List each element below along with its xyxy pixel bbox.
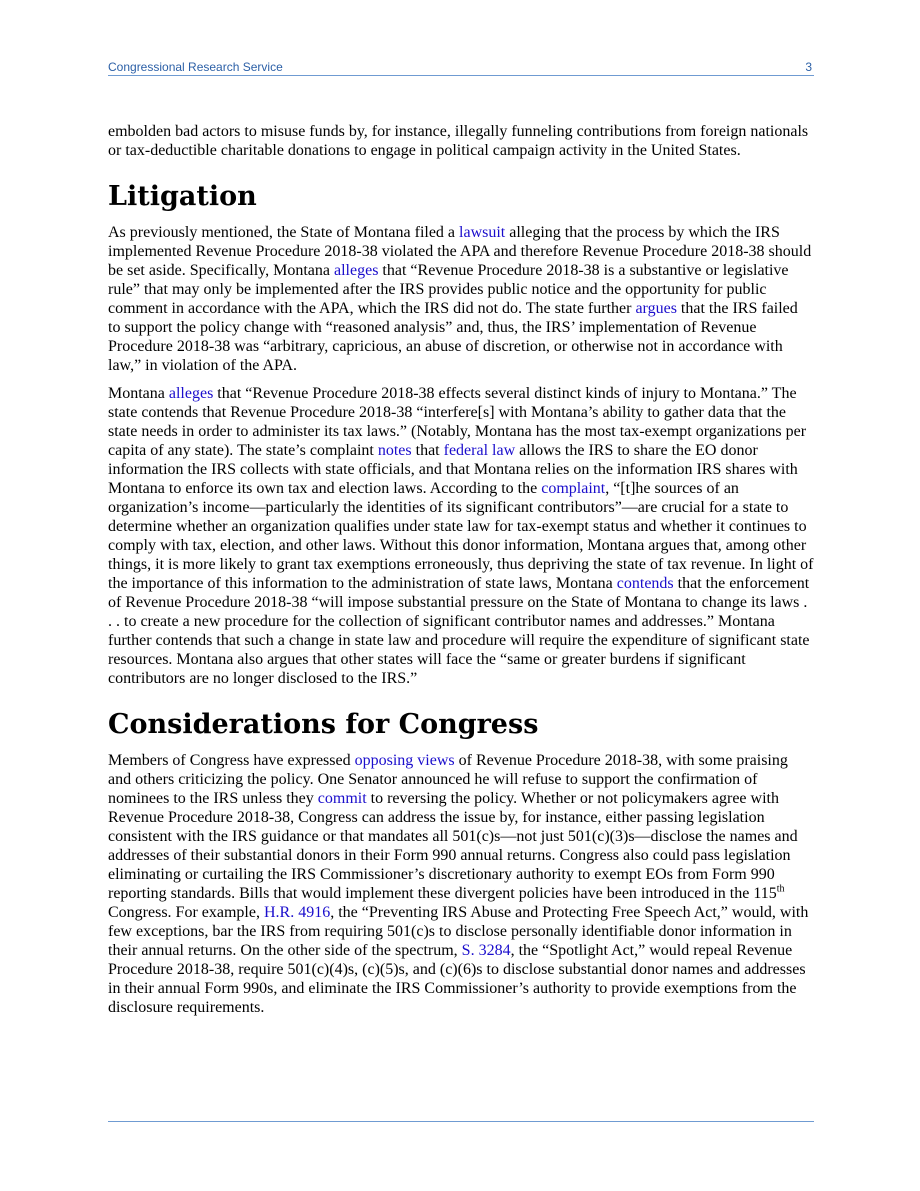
- text-run: , the “Preventing IRS Abuse and Protecting Free Speech Act,” would, with few exceptions, bar the IRS from requiring 501(c)s to disclose personally identifiable donor information in their annual returns. On the other side of the spectrum,: [108, 904, 809, 959]
- text-run: that the IRS failed to support the policy change with “reasoned analysis” and, thus, the IRS’ implementation of Revenue Procedure 2018-38 was “arbitrary, capricious, an abuse of discretion, or otherwise not in accordance with law,” in violation of the APA.: [108, 300, 798, 374]
- contends-link[interactable]: contends: [616, 575, 674, 592]
- running-header: [108, 58, 814, 76]
- hr-4916-link[interactable]: H.R. 4916: [263, 904, 331, 921]
- complaint-link[interactable]: complaint: [541, 480, 606, 497]
- text-run: of Revenue Procedure 2018-38, with some praising and others criticizing the policy. One Senator announced he will refuse to support the confirmation of nominees to the IRS unless they: [108, 752, 788, 807]
- text-run: alleging that the process by which the IRS implemented Revenue Procedure 2018-38 violated the APA and therefore Revenue Procedure 2018-38 should be set aside. Specifically, Montana: [108, 224, 812, 279]
- text-run: Montana: [108, 385, 169, 402]
- intro-paragraph: embolden bad actors to misuse funds by, for instance, illegally funneling contributions from foreign nationals or tax-deductible charitable donations to engage in political campaign activity in the United States.: [108, 123, 809, 159]
- opposing-views-link[interactable]: opposing views: [354, 752, 455, 769]
- text-run: allows the IRS to share the EO donor information the IRS collects with state officials, and that Montana relies on the information IRS shares with Montana to enforce its own tax and election laws. According to the: [108, 442, 798, 497]
- lawsuit-link[interactable]: lawsuit: [459, 224, 506, 241]
- section-heading-considerations: Considerations for Congress: [108, 709, 539, 740]
- notes-link[interactable]: notes: [377, 442, 412, 459]
- text-run: , the “Spotlight Act,” would repeal Revenue Procedure 2018-38, require 501(c)(4)s, (c)(5)s, and (c)(6)s to disclose substantial donor names and addresses in their annual Form 990s, and eliminate the IRS Commissioner’s authority to provide exemptions from the disclosure requirements.: [108, 942, 806, 1016]
- page-number: 3: [805, 60, 812, 74]
- text-run: that: [411, 442, 444, 459]
- text-run: , “[t]he sources of an organization’s income—particularly the identities of its significant contributors”—are crucial for a state to determine whether an organization qualifies under state law for tax-exempt status and whether it continues to comply with tax, election, and other laws. Without this donor information, Montana argues that, among other things, it is more likely to grant tax exemptions erroneously, thus depriving the state of tax revenue. In light of the importance of this information to the administration of state laws, Montana: [108, 480, 814, 592]
- argues-link[interactable]: argues: [635, 300, 677, 317]
- text-run: that “Revenue Procedure 2018-38 effects several distinct kinds of injury to Montana.” The state contends that Revenue Procedure 2018-38 “interfere[s] with Montana’s ability to gather data that the state needs in order to administer its tax laws.” (Notably, Montana has the most tax-exempt organizations per capita of any state). The state’s complaint: [108, 385, 807, 459]
- body-content: [108, 122, 814, 1026]
- considerations-paragraph-1: [108, 751, 814, 1017]
- text-run: to reversing the policy. Whether or not policymakers agree with Revenue Procedure 2018-38, Congress can address the issue by, for instance, either passing legislation consistent with the IRS guidance or that mandates all 501(c)s—not just 501(c)(3)s—disclose the names and addresses of their substantial donors in their Form 990 annual returns. Congress also could pass legislation eliminating or curtailing the IRS Commissioner’s discretionary authority to exempt EOs from Form 990 reporting standards. Bills that would implement these divergent policies have been introduced in the 115: [108, 790, 798, 902]
- text-run: Congress. For example,: [108, 904, 264, 921]
- federal-law-link[interactable]: federal law: [443, 442, 516, 459]
- text-run: Members of Congress have expressed: [108, 752, 355, 769]
- alleges-link-2[interactable]: alleges: [168, 385, 214, 402]
- alleges-link[interactable]: alleges: [334, 262, 379, 279]
- footer-rule: [108, 1121, 814, 1122]
- s-3284-link[interactable]: S. 3284: [461, 942, 511, 959]
- header-publisher: Congressional Research Service: [108, 60, 283, 74]
- commit-link[interactable]: commit: [317, 790, 367, 807]
- section-heading-litigation: Litigation: [108, 181, 257, 212]
- header-rule: [108, 75, 814, 76]
- text-run: As previously mentioned, the State of Montana filed a: [108, 224, 460, 241]
- litigation-paragraph-1: [108, 223, 814, 375]
- ordinal-superscript: th: [776, 883, 785, 895]
- litigation-paragraph-2: [108, 384, 814, 688]
- text-run: that the enforcement of Revenue Procedure 2018-38 “will impose substantial pressure on the State of Montana to change its laws . . . to create a new procedure for the collection of significant contributor names and addresses.” Montana further contends that such a change in state law and procedure will require the expenditure of significant state resources. Montana also argues that other states will face the “same or greater burdens if significant contributors are no longer disclosed to the IRS.”: [108, 575, 810, 687]
- text-run: that “Revenue Procedure 2018-38 is a substantive or legislative rule” that may only be implemented after the IRS provides public notice and the opportunity for public comment in accordance with the APA, which the IRS did not do. The state further: [108, 262, 789, 317]
